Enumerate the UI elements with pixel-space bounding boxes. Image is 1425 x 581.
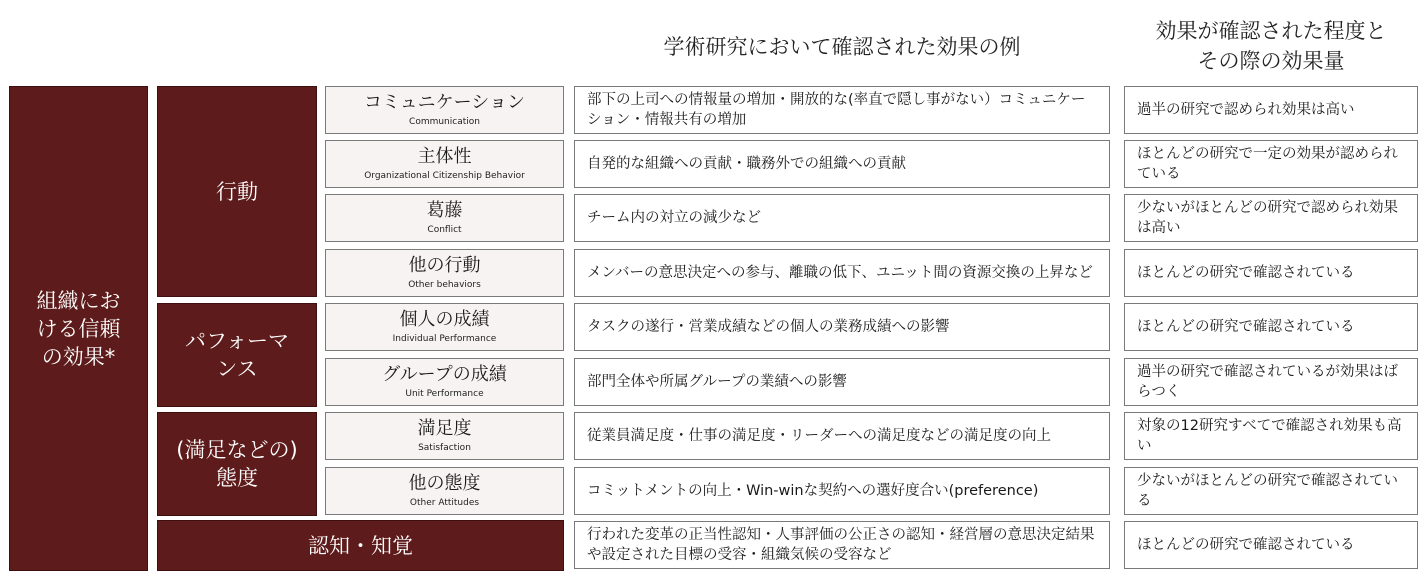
degree-cell [1124, 467, 1418, 515]
examples-header-text: 学術研究において確認された効果の例 [663, 35, 1021, 59]
degree-cell [1124, 140, 1418, 188]
degree-header-line2: その際の効果量 [1197, 49, 1345, 73]
group-performance [157, 303, 317, 407]
sub-conflict [325, 194, 564, 242]
degree-cell [1124, 412, 1418, 460]
group-behavior-label: 行動 [216, 179, 258, 204]
degree-text: ほとんどの研究で確認されている [1137, 537, 1355, 553]
degree-text: 少ないがほとんどの研究で確認されている [1137, 473, 1398, 509]
sub-individual-performance [325, 303, 564, 351]
example-text: タスクの遂行・営業成績などの個人の業務成績への影響 [587, 319, 950, 335]
group-cognition [157, 520, 564, 571]
sub-title-en: Unit Performance [405, 389, 484, 399]
example-cell [574, 412, 1110, 460]
degree-cell [1124, 194, 1418, 242]
group-behavior [157, 86, 317, 297]
sub-other-attitudes [325, 467, 564, 515]
degree-header [1124, 16, 1418, 76]
degree-text: ほとんどの研究で確認されている [1137, 319, 1355, 335]
example-text: 部下の上司への情報量の増加・開放的な(率直で隠し事がない）コミュニケーション・情報共有の増加 [587, 92, 1086, 128]
group-attitude-line2: 態度 [216, 466, 258, 490]
sub-title-en: Organizational Citizenship Behavior [364, 171, 525, 181]
group-performance-line1: パフォーマ [185, 329, 289, 353]
sub-unit-performance [325, 358, 564, 406]
root-label-box [9, 86, 148, 571]
example-cell [574, 194, 1110, 242]
group-attitude-line1: (満足などの) [176, 438, 298, 462]
root-label-line3: の効果* [41, 344, 116, 369]
example-cell [574, 358, 1110, 406]
example-text: 従業員満足度・仕事の満足度・リーダーへの満足度などの満足度の向上 [587, 428, 1051, 444]
example-cell [574, 86, 1110, 134]
sub-title: 主体性 [417, 146, 472, 167]
example-text: 自発的な組織への貢献・職務外での組織への貢献 [587, 156, 906, 172]
sub-title: 他の行動 [408, 255, 481, 276]
sub-title: 他の態度 [408, 473, 481, 494]
sub-title: 個人の成績 [399, 309, 490, 330]
example-cell [574, 467, 1110, 515]
degree-text: ほとんどの研究で確認されている [1137, 265, 1355, 281]
sub-title: 満足度 [417, 418, 472, 439]
group-attitude [157, 412, 317, 516]
degree-cell [1124, 358, 1418, 406]
sub-satisfaction [325, 412, 564, 460]
example-text: メンバーの意思決定への参与、離職の低下、ユニット間の資源交換の上昇など [587, 265, 1093, 281]
degree-cell [1124, 86, 1418, 134]
root-label-line2: ける信頼 [36, 316, 121, 341]
example-text: 部門全体や所属グループの業績への影響 [587, 374, 847, 390]
group-performance-line2: ンス [216, 357, 258, 381]
degree-cell [1124, 521, 1418, 569]
sub-communication [325, 86, 564, 134]
sub-ocb [325, 140, 564, 188]
degree-text: ほとんどの研究で一定の効果が認められている [1137, 146, 1398, 182]
degree-text: 対象の12研究すべてで確認され効果も高い [1137, 418, 1402, 454]
examples-header [574, 32, 1110, 62]
sub-title-en: Other Attitudes [409, 498, 480, 508]
degree-text: 過半の研究で確認されているが効果はばらつく [1137, 364, 1398, 400]
sub-title: コミュニケーション [364, 92, 525, 113]
sub-other-behaviors [325, 249, 564, 297]
sub-title-en: Satisfaction [418, 443, 471, 453]
degree-cell [1124, 249, 1418, 297]
degree-header-line1: 効果が確認された程度と [1155, 19, 1387, 43]
degree-cell [1124, 303, 1418, 351]
sub-title-en: Communication [409, 117, 480, 127]
sub-title: グループの成績 [382, 364, 507, 385]
degree-text: 少ないがほとんどの研究で認められ効果は高い [1137, 200, 1398, 236]
sub-title: 葛藤 [426, 200, 463, 221]
group-cognition-label: 認知・知覚 [308, 533, 413, 558]
example-cell [574, 140, 1110, 188]
sub-title-en: Other behaviors [408, 280, 481, 290]
example-cell [574, 249, 1110, 297]
example-cell [574, 521, 1110, 569]
sub-title-en: Individual Performance [392, 334, 497, 344]
example-text: 行われた変革の正当性認知・人事評価の公正さの認知・経営層の意思決定結果や設定された目標の受容・組織気候の受容など [587, 527, 1095, 563]
example-cell [574, 303, 1110, 351]
example-text: チーム内の対立の減少など [587, 210, 761, 226]
example-text: コミットメントの向上・Win-winな契約への選好度合い(preference) [587, 483, 1039, 499]
sub-title-en: Conflict [427, 225, 462, 235]
degree-text: 過半の研究で認められ効果は高い [1137, 102, 1355, 118]
root-label-line1: 組織にお [36, 288, 121, 313]
